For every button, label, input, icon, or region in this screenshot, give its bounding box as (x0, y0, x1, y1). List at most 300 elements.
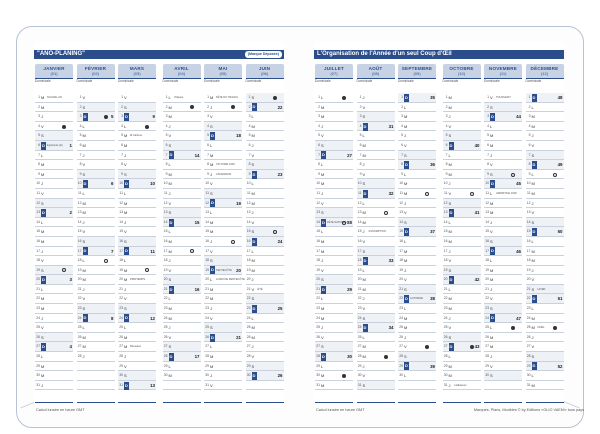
day-number: 14 (316, 219, 320, 224)
day-rows (118, 93, 156, 390)
month-header (246, 64, 284, 78)
weekday-letter: S (404, 219, 407, 225)
weekday-letter: J (251, 210, 254, 216)
day-number: 22 (316, 296, 320, 301)
day-row (118, 256, 156, 266)
month-bottom-rule (35, 402, 73, 403)
week-number: 49 (557, 162, 563, 168)
moon-phase-icon (342, 221, 346, 225)
weekday-letter: M (531, 123, 535, 129)
day-number: 2 (528, 104, 531, 109)
weekday-letter: M (168, 171, 172, 177)
day-number: 5 (445, 133, 448, 138)
day-row (163, 314, 201, 324)
weekday-letter: M (321, 104, 325, 110)
week-number: 31 (388, 123, 394, 129)
day-row (246, 314, 284, 324)
day-number: 18 (246, 258, 251, 263)
day-row (357, 237, 395, 247)
weekday-letter: D (449, 277, 453, 283)
day-row (484, 381, 522, 391)
weekday-letter: M (124, 133, 128, 139)
weekday-letter: L (251, 181, 254, 187)
weekday-letter: V (251, 354, 255, 360)
day-row (118, 122, 156, 132)
day-row (443, 323, 481, 333)
day-number: 27 (246, 344, 251, 349)
day-row (246, 323, 284, 333)
day-row (35, 266, 73, 276)
day-row (526, 304, 564, 314)
day-row (443, 333, 481, 343)
day-number: 9 (38, 171, 40, 176)
day-row (118, 285, 156, 295)
weekday-letter: L (210, 277, 213, 283)
day-number: 29 (205, 363, 209, 368)
day-number: 21 (399, 286, 403, 291)
day-row (315, 227, 353, 237)
weekday-letter: M (531, 315, 535, 321)
day-note: HIVER (537, 287, 546, 291)
day-number: 2 (79, 104, 82, 109)
day-number: 16 (316, 238, 320, 243)
weekday-letter: V (210, 382, 213, 388)
day-number: 9 (207, 171, 209, 176)
day-number: 17 (36, 248, 40, 253)
month-name: OCTOBRE (449, 66, 474, 71)
weekday-letter: M (41, 229, 45, 235)
day-number: 22 (485, 296, 489, 301)
day-row (443, 170, 481, 180)
day-row (35, 131, 73, 141)
day-number: 11 (246, 190, 251, 195)
day-number: 26 (77, 334, 82, 339)
day-number: 4 (359, 123, 362, 128)
weekday-letter: D (42, 344, 45, 350)
day-number: 25 (205, 325, 209, 330)
day-row (163, 170, 201, 180)
day-number: 10 (443, 181, 448, 186)
day-row (246, 199, 284, 209)
weekday-letter: M (168, 248, 172, 254)
moon-phase-icon (384, 211, 388, 215)
weekday-letter: J (362, 296, 365, 302)
day-row (77, 227, 115, 237)
day-number: 27 (119, 344, 123, 349)
day-number: 20 (205, 277, 209, 282)
weekday-letter: M (404, 181, 408, 187)
weekday-letter: M (124, 267, 128, 273)
weekday-letter: D (42, 142, 45, 148)
day-number: 6 (359, 142, 362, 147)
day-row (357, 131, 395, 141)
week-number: 3 (69, 277, 72, 283)
day-row (246, 151, 284, 161)
day-number: 9 (79, 171, 82, 176)
day-number: 31 (205, 382, 209, 387)
weekday-letter: J (321, 190, 323, 196)
weekday-letter: M (362, 354, 366, 360)
day-number: 8 (445, 162, 448, 167)
weekday-letter: L (362, 133, 365, 139)
month-bottom-rule (118, 402, 156, 403)
day-row (163, 342, 201, 352)
weekday-letter: D (532, 229, 536, 235)
day-row (35, 141, 73, 151)
copyright-note: Marques, Plans, Modèles © by Editions «GLIO VAENI» tous pays (473, 408, 584, 412)
month-number: (10) (457, 71, 466, 76)
weekday-letter: M (210, 286, 214, 292)
weekday-letter: D (125, 382, 128, 388)
day-row (443, 371, 481, 381)
day-number: 13 (526, 210, 531, 215)
day-number: 21 (205, 286, 209, 291)
dominical-label: Dominicale (245, 79, 262, 83)
day-number: 28 (357, 354, 362, 359)
month-header (163, 64, 201, 78)
weekday-letter: V (321, 267, 324, 273)
day-row (118, 93, 156, 103)
day-number: 17 (246, 248, 251, 253)
moon-phase-icon (470, 192, 474, 196)
day-row (204, 256, 242, 266)
day-row (163, 381, 201, 391)
day-row (77, 141, 115, 151)
day-number: 11 (205, 190, 209, 195)
day-number: 10 (77, 181, 82, 186)
weekday-letter: S (362, 181, 366, 187)
weekday-letter: J (82, 152, 85, 158)
month-number: (06) (260, 71, 269, 76)
weekday-letter: L (251, 315, 254, 321)
day-number: 27 (443, 344, 448, 349)
day-row (484, 323, 522, 333)
day-number: 2 (445, 104, 448, 109)
weekday-letter: J (41, 248, 43, 254)
month-number: (12) (540, 71, 549, 76)
day-number: 5 (207, 133, 209, 138)
right-months-grid (314, 64, 564, 406)
day-row (357, 333, 395, 343)
left-page (34, 42, 284, 406)
weekday-letter: M (448, 363, 452, 369)
day-row (118, 189, 156, 199)
weekday-letter: S (362, 382, 366, 388)
weekday-letter: D (322, 353, 325, 359)
weekday-letter: M (321, 181, 325, 187)
day-number: 8 (79, 162, 82, 167)
day-number: 6 (121, 142, 123, 147)
weekday-letter: V (448, 258, 452, 264)
day-number: 26 (36, 334, 40, 339)
week-number: 2 (69, 210, 72, 216)
day-row (443, 141, 481, 151)
day-row (443, 285, 481, 295)
weekday-letter: D (211, 133, 214, 139)
right-title-text: L'Organisation de l'Année d'un seul Coup d'Œil (317, 51, 452, 57)
week-number: 46 (516, 248, 521, 254)
month-column-8 (356, 64, 396, 406)
day-number: 24 (163, 315, 168, 320)
moon-phase-icon (470, 345, 474, 349)
weekday-letter: D (83, 181, 87, 187)
day-number: 29 (526, 363, 531, 368)
right-footer-note: Calcul lunaire en heure GMT (316, 408, 365, 412)
month-number: (11) (499, 71, 507, 76)
day-number: 15 (119, 229, 123, 234)
weekday-letter: M (168, 104, 172, 110)
day-number: 13 (119, 210, 123, 215)
weekday-letter: S (251, 229, 255, 235)
day-row (163, 352, 201, 362)
day-row (204, 122, 242, 132)
weekday-letter: M (404, 248, 408, 254)
day-number: 5 (528, 133, 531, 138)
day-number: 6 (38, 142, 40, 147)
moon-phase-icon (553, 326, 557, 330)
weekday-letter: L (168, 95, 171, 100)
weekday-letter: D (405, 161, 408, 167)
day-row (315, 141, 353, 151)
day-number: 19 (526, 267, 531, 272)
day-row (484, 141, 522, 151)
day-number: 11 (443, 190, 448, 195)
day-row (484, 266, 522, 276)
day-row (204, 294, 242, 304)
day-number: 10 (205, 181, 209, 186)
day-row (204, 314, 242, 324)
weekday-letter: S (321, 344, 324, 350)
weekday-letter: J (41, 315, 43, 321)
dominical-label: Dominicale (204, 79, 220, 83)
day-number: 24 (246, 315, 251, 320)
weekday-letter: D (491, 181, 494, 187)
day-row (484, 151, 522, 161)
day-number: 13 (357, 210, 362, 215)
dominical-label: Dominicale (35, 79, 51, 83)
day-number: 14 (485, 219, 489, 224)
day-row (526, 218, 564, 228)
day-row (118, 227, 156, 237)
left-title-text: "ANO-PLANING" (37, 51, 86, 57)
weekday-letter: S (210, 258, 213, 264)
trademark-badge: (Marque Déposée) (245, 51, 282, 58)
weekday-letter: S (210, 123, 213, 129)
day-number: 22 (77, 296, 82, 301)
day-row (315, 218, 353, 228)
day-row (204, 266, 242, 276)
week-number: 21 (236, 334, 241, 340)
weekday-letter: J (490, 152, 492, 158)
day-number: 23 (485, 306, 489, 311)
day-number: 12 (205, 200, 209, 205)
day-row (163, 122, 201, 132)
day-row (484, 237, 522, 247)
day-row (246, 93, 284, 103)
day-number: 3 (121, 114, 123, 119)
day-row (118, 112, 156, 122)
day-number: 2 (121, 104, 123, 109)
day-number: 3 (359, 114, 362, 119)
day-number: 1 (445, 95, 448, 99)
weekday-letter: V (490, 95, 493, 100)
day-number: 11 (77, 190, 82, 195)
day-number: 28 (119, 354, 123, 359)
weekday-letter: L (321, 363, 324, 369)
weekday-letter: S (251, 363, 255, 369)
day-number: 29 (399, 363, 403, 368)
weekday-letter: L (41, 219, 44, 225)
weekday-letter: D (363, 190, 367, 196)
weekday-letter: L (168, 296, 171, 302)
weekday-letter: L (82, 123, 85, 129)
day-row (526, 362, 564, 372)
week-number: 11 (150, 248, 155, 254)
day-row (357, 160, 395, 170)
day-number: 12 (357, 200, 362, 205)
day-row (315, 160, 353, 170)
day-note: FÊTE NATIONALE (327, 220, 349, 224)
day-number: 24 (526, 315, 531, 320)
day-number: 10 (163, 181, 168, 186)
day-row (315, 266, 353, 276)
weekday-letter: D (322, 219, 325, 225)
day-number: 12 (36, 200, 40, 205)
day-row (35, 218, 73, 228)
weekday-letter: L (490, 325, 493, 331)
weekday-letter: V (251, 286, 255, 292)
day-row (484, 275, 522, 285)
day-row (398, 103, 436, 113)
weekday-letter: M (321, 373, 325, 379)
day-row (77, 179, 115, 189)
weekday-letter: J (404, 133, 406, 139)
day-number: 5 (38, 133, 40, 138)
day-row (484, 227, 522, 237)
weekday-letter: V (362, 306, 366, 312)
day-row (77, 247, 115, 257)
day-number: 15 (357, 229, 362, 234)
weekday-letter: J (531, 267, 534, 273)
day-row (35, 371, 73, 381)
day-number: 13 (77, 210, 82, 215)
weekday-letter: M (251, 190, 255, 196)
day-number: 18 (357, 258, 362, 263)
day-row (443, 237, 481, 247)
weekday-letter: V (362, 238, 366, 244)
day-number: 14 (357, 219, 362, 224)
day-number: 30 (399, 373, 403, 378)
weekday-letter: J (124, 354, 126, 360)
month-column-3 (117, 64, 157, 406)
week-number: 5 (111, 114, 114, 120)
day-row (526, 371, 564, 381)
day-number: 30 (357, 373, 362, 378)
day-row (526, 333, 564, 343)
day-row (357, 381, 395, 391)
weekday-letter: L (362, 334, 365, 340)
day-note: Halloween (454, 383, 467, 387)
weekday-letter: V (41, 123, 44, 129)
day-row (35, 294, 73, 304)
week-number: 16 (194, 286, 200, 292)
moon-phase-icon (342, 374, 346, 378)
weekday-letter: S (321, 277, 324, 283)
weekday-letter: S (251, 296, 255, 302)
day-row (246, 333, 284, 343)
day-number: 28 (399, 354, 403, 359)
day-row (35, 352, 73, 362)
day-number: 15 (77, 229, 82, 234)
day-row (77, 170, 115, 180)
day-rows (35, 93, 73, 390)
weekday-letter: S (124, 104, 127, 110)
weekday-letter: L (210, 142, 213, 148)
day-note: AUTOMNE (410, 297, 423, 301)
day-row (484, 294, 522, 304)
day-row (526, 208, 564, 218)
weekday-letter: L (321, 296, 324, 302)
weekday-letter: M (82, 277, 86, 283)
day-number: 25 (119, 325, 123, 330)
day-number: 2 (38, 104, 40, 109)
day-number: 21 (36, 286, 40, 291)
weekday-letter: M (168, 114, 172, 120)
day-number: 19 (316, 267, 320, 272)
day-number: 29 (316, 363, 320, 368)
day-number: 19 (357, 267, 362, 272)
day-row (35, 199, 73, 209)
day-row (35, 256, 73, 266)
day-row (443, 362, 481, 372)
weekday-letter: M (210, 296, 214, 302)
day-row (526, 352, 564, 362)
weekday-letter: S (321, 210, 324, 216)
day-row (246, 179, 284, 189)
day-row (398, 237, 436, 247)
week-number: 9 (152, 114, 155, 120)
weekday-letter: D (532, 94, 536, 100)
weekday-letter: M (404, 123, 408, 129)
day-number: 29 (119, 363, 123, 368)
day-row (357, 122, 395, 132)
day-row (315, 112, 353, 122)
day-note: VICTOIRE 1945 (216, 163, 235, 167)
weekday-letter: D (449, 142, 453, 148)
day-row (443, 275, 481, 285)
day-number: 9 (318, 171, 320, 176)
week-number: 33 (388, 258, 394, 264)
day-row (204, 179, 242, 189)
moon-phase-icon (511, 326, 515, 330)
day-number: 12 (163, 200, 168, 205)
day-number: 8 (528, 162, 531, 167)
weekday-letter: J (362, 363, 365, 369)
month-header (204, 64, 242, 78)
day-row (163, 160, 201, 170)
weekday-letter: J (251, 142, 254, 148)
weekday-letter: D (252, 373, 256, 379)
day-number: 2 (359, 104, 362, 109)
day-number: 28 (36, 354, 40, 359)
day-note: Épiphanie (E) (47, 143, 63, 147)
day-number: 2 (401, 104, 403, 109)
day-note: ASCENSION (216, 172, 232, 176)
day-number: 2 (318, 104, 320, 109)
day-number: 27 (205, 344, 209, 349)
day-row (163, 189, 201, 199)
day-number: 3 (248, 114, 251, 119)
